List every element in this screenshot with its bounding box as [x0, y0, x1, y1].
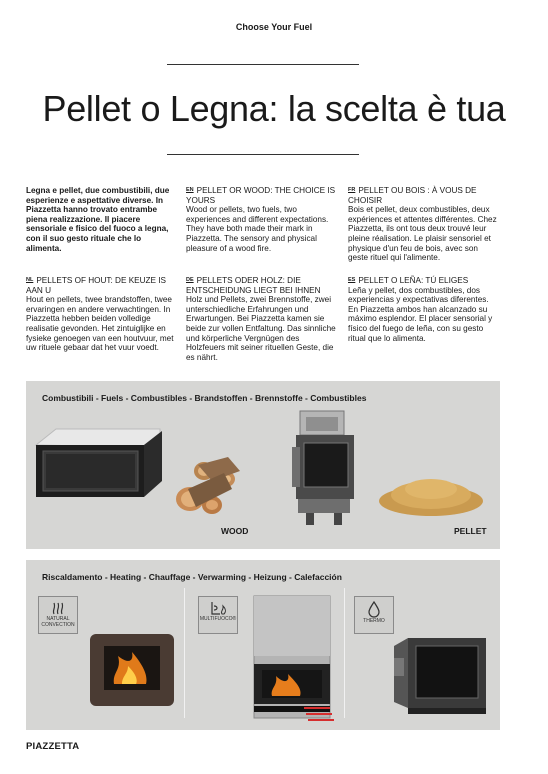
fuels-panel — [26, 381, 500, 549]
pellet-insert-image — [288, 407, 360, 535]
lang-code-nl: NL — [26, 277, 34, 283]
french-body: Bois et pellet, deux combustibles, deux expériences et attentes différentes. Chez Piazzetta, ils ont tous deux trouvé leur pleine réalisation. Le plaisir sensoriel et physique d'un feu de bois, avec son geste rituel qui l'alimente. — [348, 205, 497, 263]
english-body: Wood or pellets, two fuels, two experiences and different expectations. They have both made their mark in Piazzetta. The sensory and physical pleasure of a wood fire. — [186, 205, 329, 253]
spanish-body: Leña y pellet, dos combustibles, dos experiencias y expectativas diferentes. En Piazzetta ambos han alcanzado su máximo esplendor. El placer sensorial y físico del fuego de leña, con su gesto ritual que lo alimenta. — [348, 285, 493, 343]
english-heading: PELLET OR WOOD: THE CHOICE IS YOURS — [186, 186, 336, 205]
spanish-heading: PELLET O LEÑA: TÚ ELIGES — [358, 276, 469, 285]
lang-code-de: DE — [186, 277, 194, 283]
top-divider — [167, 64, 359, 65]
thermo-fireplace-image — [390, 632, 490, 716]
italian-body: Legna e pellet, due combustibili, due esperienze e aspettative diverse. In Piazzetta hanno trovato entrambe piena realizzazione. Il piacere sensoriale e fisico del fuoco a legna, con il suo gesto rituale che lo alimenta. — [26, 186, 170, 253]
german-text-block — [186, 276, 338, 362]
natural-convection-label: NATURAL CONVECTION — [41, 616, 75, 628]
german-heading: PELLETS ODER HOLZ: DIE ENTSCHEIDUNG LIEGT BEI IHNEN — [186, 276, 321, 295]
french-heading: PELLET OU BOIS : À VOUS DE CHOISIR — [348, 186, 477, 205]
heating-panel — [26, 560, 500, 730]
thermo-drop-icon — [366, 600, 382, 618]
french-text-block — [348, 186, 498, 263]
pellets-pile-image — [376, 471, 486, 517]
page-title: Pellet o Legna: la scelta è tua — [42, 88, 506, 129]
panel-separator — [184, 588, 185, 718]
multifuoco-label: MULTIFUOCO® — [199, 616, 237, 622]
pellet-label: PELLET — [454, 526, 487, 536]
fuels-panel-title: Combustibili - Fuels - Combustibles - Brandstoffen - Brennstoffe - Combustibles — [42, 393, 367, 403]
lang-code-es: ES — [348, 277, 356, 283]
thermo-label: THERMO — [363, 618, 385, 624]
dutch-heading: PELLETS OF HOUT: DE KEUZE IS AAN U — [26, 276, 167, 295]
section-header: Choose Your Fuel — [235, 22, 313, 32]
lang-code-en: EN — [186, 187, 194, 193]
dutch-text-block — [26, 276, 176, 353]
natural-convection-badge — [38, 596, 78, 634]
panel-separator — [344, 588, 345, 718]
spanish-text-block — [348, 276, 498, 343]
multifuoco-icon — [208, 600, 228, 616]
dutch-body: Hout en pellets, twee brandstoffen, twee ervaringen en andere verwachtingen. In Piazzetta hebben beiden volledige realisatie gevonden. Het zintuiglijke en fysieke genoegen van een houtvuur, met uw rituele gebaar dat het vuur voedt. — [26, 295, 174, 353]
multifuoco-fireplace-image — [248, 594, 336, 726]
german-body: Holz und Pellets, zwei Brennstoffe, zwei unterschiedliche Erfahrungen und Erwartungen. Bei Piazzetta kamen sie beide zur vollen Entfaltung. Das sinnliche und körperliche Vergnügen des Holzfeuers mit seiner rituellen Geste, die es nährt. — [186, 295, 336, 362]
multifuoco-badge — [198, 596, 238, 634]
natural-convection-icon — [50, 600, 66, 616]
heating-panel-title: Riscaldamento - Heating - Chauffage - Verwarming - Heizung - Calefacción — [42, 572, 342, 582]
wood-fireplace-image — [34, 423, 164, 503]
english-text-block — [186, 186, 336, 253]
lang-code-fr: FR — [348, 187, 356, 193]
wood-logs-image — [168, 451, 248, 517]
thermo-badge — [354, 596, 394, 634]
brand-footer: PIAZZETTA — [26, 741, 80, 752]
bottom-divider — [167, 154, 359, 155]
convection-fireplace-image — [88, 632, 176, 708]
italian-text-block — [26, 186, 176, 253]
wood-label: WOOD — [221, 526, 249, 536]
